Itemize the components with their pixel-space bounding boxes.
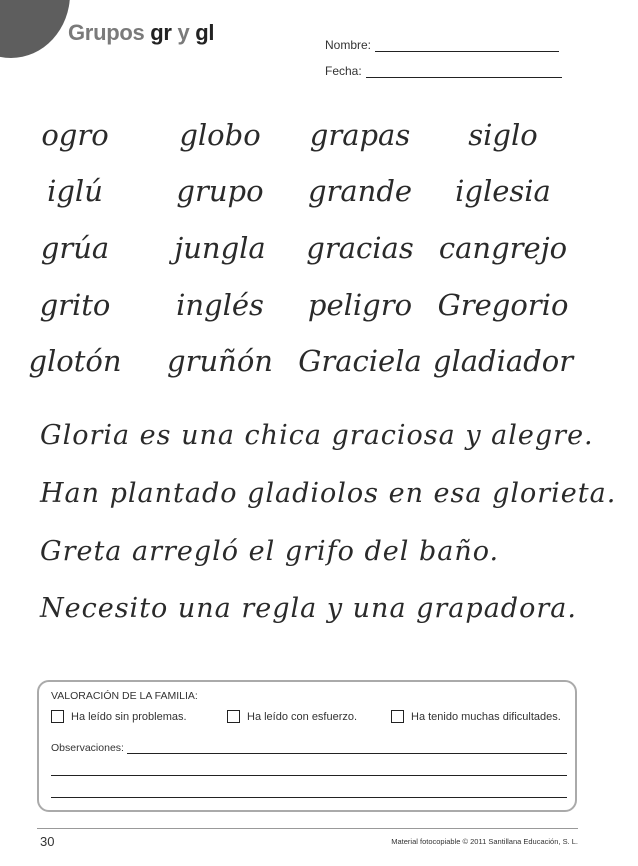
word: inglés	[176, 288, 264, 322]
date-label: Fecha:	[325, 64, 362, 78]
corner-decoration	[0, 0, 70, 58]
title-gr: gr	[150, 20, 172, 45]
option-no-problems[interactable]	[51, 710, 187, 723]
date-line[interactable]	[366, 67, 562, 78]
word: grupo	[176, 174, 264, 208]
name-label: Nombre:	[325, 38, 372, 52]
copyright-notice: Material fotocopiable © 2011 Santillana Educación, S. L.	[391, 837, 578, 846]
sentence: Han plantado gladiolos en esa glorieta.	[40, 478, 617, 509]
word: cangrejo	[438, 231, 568, 265]
footer-divider	[37, 828, 578, 829]
word: grito	[39, 288, 111, 322]
word: grúa	[40, 231, 110, 265]
option-label: Ha leído con esfuerzo.	[247, 710, 358, 723]
sentence: Necesito una regla y una grapadora.	[40, 593, 577, 624]
word: peligro	[307, 288, 413, 322]
name-line[interactable]	[375, 41, 559, 52]
word: Graciela	[298, 344, 422, 378]
option-many-difficulties[interactable]	[391, 710, 561, 723]
title-gl: gl	[195, 20, 215, 45]
word: Gregorio	[437, 288, 569, 322]
word: gladiador	[432, 344, 574, 378]
word: grande	[307, 174, 413, 208]
date-field[interactable]	[325, 64, 562, 78]
sentence: Greta arregló el grifo del baño.	[40, 536, 500, 567]
checkbox[interactable]	[227, 710, 240, 723]
word: gracias	[306, 231, 414, 265]
word: iglú	[47, 174, 103, 208]
word: siglo	[468, 118, 538, 152]
sentence: Gloria es una chica graciosa y alegre.	[40, 420, 594, 451]
observations-label: Observaciones:	[51, 742, 124, 754]
observations-line[interactable]	[51, 775, 567, 776]
word: ogro	[41, 118, 109, 152]
name-field[interactable]	[325, 38, 559, 52]
checkbox[interactable]	[391, 710, 404, 723]
checkbox[interactable]	[51, 710, 64, 723]
word: jungla	[174, 231, 266, 265]
page-title	[68, 20, 214, 46]
title-text: Grupos	[68, 20, 151, 45]
option-label: Ha leído sin problemas.	[71, 710, 187, 723]
family-evaluation-title: VALORACIÓN DE LA FAMILIA:	[51, 690, 198, 702]
option-label: Ha tenido muchas dificultades.	[411, 710, 561, 723]
observations-line[interactable]	[51, 797, 567, 798]
page-number: 30	[40, 834, 55, 849]
family-evaluation-box	[37, 680, 577, 812]
option-with-effort[interactable]	[227, 710, 357, 723]
word: grapas	[309, 118, 411, 152]
word: gruñón	[167, 344, 273, 378]
observations-line[interactable]	[127, 744, 567, 754]
word: glotón	[28, 344, 122, 378]
word: globo	[179, 118, 261, 152]
word: iglesia	[455, 174, 551, 208]
title-y: y	[171, 20, 196, 45]
observations-field[interactable]	[51, 742, 567, 754]
